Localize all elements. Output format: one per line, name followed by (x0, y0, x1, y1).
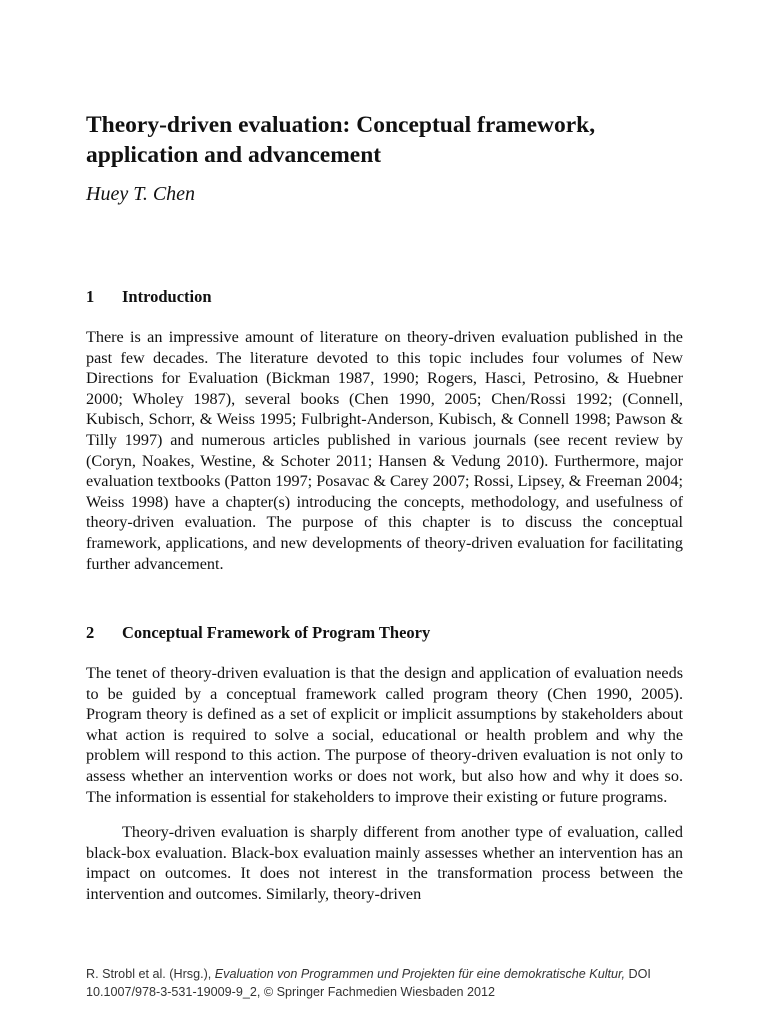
section-heading-introduction (86, 287, 212, 307)
paragraph-program-theory: The tenet of theory-driven evaluation is that the design and application of evaluation needs to be guided by a conceptual framework called program theory (Chen 1990, 2005). Program theory is defined as a set of explicit or implicit assumptions by stakeholders about what action is required to solve a social, educational or health problem and why the problem will respond to this action. The purpose of theory-driven evaluation is not only to assess whether an intervention works or does not work, but also how and why it does so. The information is essential for stakeholders to improve their existing or future programs. (86, 664, 683, 806)
section-heading-conceptual-framework (86, 623, 430, 643)
section-number: 2 (86, 623, 95, 642)
section-title: Conceptual Framework of Program Theory (122, 623, 431, 642)
footer-doi: DOI 10.1007/978-3-531-19009-9_2, © Springer Fachmedien Wiesbaden 2012 (86, 967, 651, 999)
section-number: 1 (86, 287, 95, 306)
section-title: Introduction (122, 287, 212, 306)
paragraph-introduction: There is an impressive amount of literature on theory-driven evaluation published in the past few decades. The literature devoted to this topic includes four volumes of New Directions for Evaluation (Bickman 1987, 1990; Rogers, Hasci, Petrosino, & Huebner 2000; Wholey 1987), several books (Chen 1990, 2005; Chen/Rossi 1992; (Connell, Kubisch, Schorr, & Weiss 1995; Fulbright-Anderson, Kubisch, & Connell 1998; Pawson & Tilly 1997) and numerous articles published in various journals (see recent review by (Coryn, Noakes, Westine, & Schoter 2011; Hansen & Vedung 2010). Furthermore, major evaluation textbooks (Patton 1997; Posavac & Carey 2007; Rossi, Lipsey, & Freeman 2004; Weiss 1998) have a chapter(s) introducing the concepts, methodology, and usefulness of theory-driven evaluation. The purpose of this chapter is to discuss the conceptual framework, applications, and new developments of theory-driven evaluation for facilitating further advancement. (86, 328, 683, 573)
citation-footer (86, 965, 706, 1001)
footer-editors: R. Strobl et al. (Hrsg.), (86, 967, 212, 981)
article-title: Theory-driven evaluation: Conceptual framework, application and advancement (86, 112, 596, 168)
author-name: Huey T. Chen (86, 183, 196, 205)
paragraph-black-box: Theory-driven evaluation is sharply different from another type of evaluation, called black-box evaluation. Black-box evaluation mainly assesses whether an intervention has an impact on outcomes. It does not interest in the transformation process between the intervention and outcomes. Similarly, theory-driven (86, 823, 683, 903)
footer-book-title: Evaluation von Programmen und Projekten für eine demokratische Kultur, (214, 967, 626, 981)
